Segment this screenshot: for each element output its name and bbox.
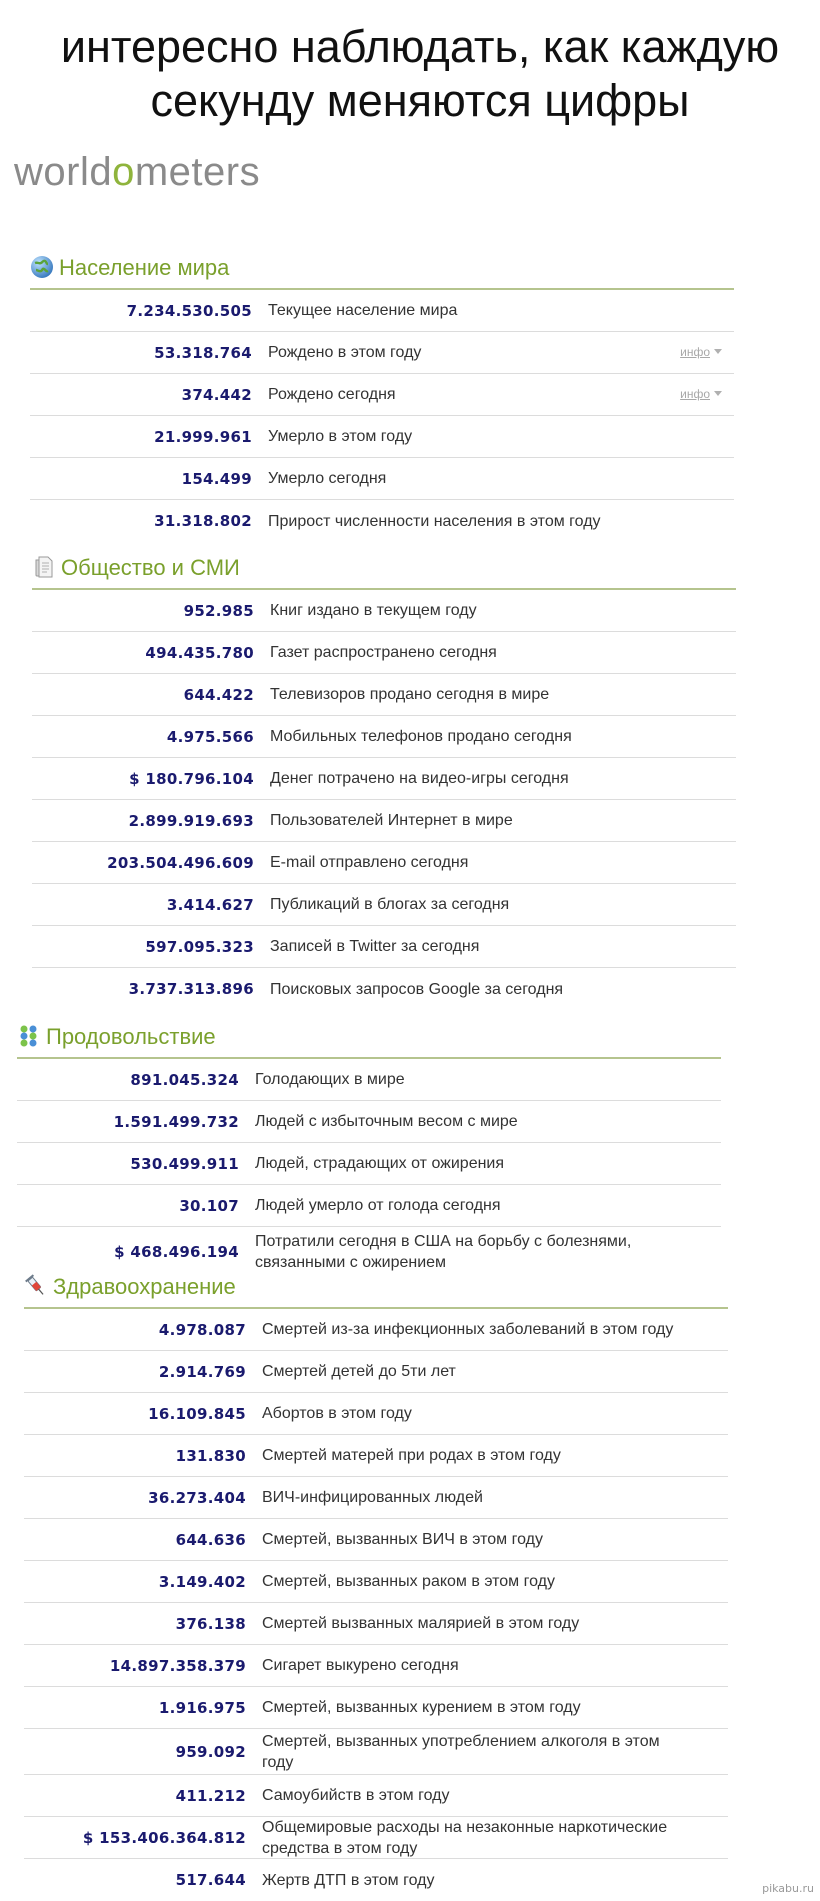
counter-value: 376.138 bbox=[175, 1614, 246, 1633]
food-icon bbox=[17, 1024, 41, 1048]
counter-label: Телевизоров продано сегодня в мире bbox=[270, 686, 550, 703]
counter-label: Смертей вызванных малярией в этом году bbox=[262, 1615, 580, 1632]
newspaper-icon bbox=[32, 555, 56, 579]
counter-value: 2.899.919.693 bbox=[128, 811, 254, 830]
counter-label: Пользователей Интернет в мире bbox=[270, 812, 513, 829]
counter-label: Смертей, вызванных курением в этом году bbox=[262, 1699, 581, 1716]
counter-row bbox=[17, 1143, 721, 1185]
counter-label: Смертей детей до 5ти лет bbox=[262, 1363, 456, 1380]
counter-label: Публикаций в блогах за сегодня bbox=[270, 896, 510, 913]
counter-label: Умерло в этом году bbox=[268, 428, 413, 445]
counter-label: Людей умерло от голода сегодня bbox=[255, 1197, 501, 1214]
counter-value: 131.830 bbox=[175, 1446, 246, 1465]
info-link[interactable] bbox=[680, 345, 722, 359]
counter-label: Умерло сегодня bbox=[268, 470, 387, 487]
counter-row bbox=[24, 1859, 728, 1901]
counter-row bbox=[30, 332, 734, 374]
counter-label: Людей, страдающих от ожирения bbox=[255, 1155, 505, 1172]
section-title: Здравоохранение bbox=[53, 1274, 236, 1299]
section-header bbox=[24, 1265, 728, 1309]
counter-row bbox=[32, 758, 736, 800]
counter-label: Смертей из-за инфекционных заболеваний в этом году bbox=[262, 1321, 674, 1338]
counter-label: Смертей, вызванных ВИЧ в этом году bbox=[262, 1531, 543, 1548]
counter-value: 411.212 bbox=[175, 1786, 246, 1805]
counter-value: 494.435.780 bbox=[145, 643, 254, 662]
counter-row bbox=[30, 458, 734, 500]
counter-row bbox=[30, 290, 734, 332]
counter-value: 597.095.323 bbox=[145, 937, 254, 956]
section-title: Общество и СМИ bbox=[61, 555, 240, 580]
counter-label: Рождено сегодня bbox=[268, 386, 396, 403]
counter-value: 2.914.769 bbox=[158, 1362, 246, 1381]
counter-row bbox=[24, 1561, 728, 1603]
globe-icon bbox=[30, 255, 54, 279]
counter-label: Смертей, вызванных употреблением алкоголя в этом году bbox=[262, 1732, 660, 1771]
counter-row bbox=[24, 1687, 728, 1729]
counter-value: 952.985 bbox=[183, 601, 254, 620]
counter-value: 891.045.324 bbox=[130, 1070, 239, 1089]
logo-part-1: world bbox=[14, 150, 113, 194]
info-link[interactable] bbox=[680, 387, 722, 401]
caption-line-2: секунду меняются цифры bbox=[150, 75, 690, 126]
section-header bbox=[17, 1015, 721, 1059]
counter-row bbox=[24, 1645, 728, 1687]
counter-value: 517.644 bbox=[175, 1871, 246, 1889]
section-title: Население мира bbox=[59, 255, 230, 280]
counter-row bbox=[24, 1351, 728, 1393]
counter-value: 374.442 bbox=[181, 385, 252, 404]
counter-row bbox=[30, 374, 734, 416]
counter-label: Записей в Twitter за сегодня bbox=[270, 938, 480, 955]
counter-row bbox=[32, 800, 736, 842]
counter-label: Мобильных телефонов продано сегодня bbox=[270, 728, 572, 745]
counter-value: 1.916.975 bbox=[158, 1698, 246, 1717]
counter-row bbox=[32, 926, 736, 968]
counter-label: Денег потрачено на видео-игры сегодня bbox=[270, 770, 569, 787]
counter-row bbox=[30, 500, 734, 542]
caption-line-1: интересно наблюдать, как каждую bbox=[60, 21, 780, 72]
counter-row bbox=[17, 1101, 721, 1143]
counter-label: Людей с избыточным весом с мире bbox=[255, 1113, 518, 1130]
counter-value: 154.499 bbox=[181, 469, 252, 488]
info-link-label: инфо bbox=[680, 387, 710, 401]
counter-row bbox=[24, 1309, 728, 1351]
caption bbox=[0, 20, 820, 128]
counter-label: E-mail отправлено сегодня bbox=[270, 854, 469, 871]
logo-part-2: o bbox=[112, 150, 135, 194]
counter-value: 644.636 bbox=[175, 1530, 246, 1549]
counter-value: 530.499.911 bbox=[130, 1154, 239, 1173]
counter-row bbox=[32, 632, 736, 674]
counter-row bbox=[32, 842, 736, 884]
counter-label: Жертв ДТП в этом году bbox=[262, 1871, 435, 1889]
section-header bbox=[32, 546, 736, 590]
counter-row bbox=[17, 1185, 721, 1227]
counter-value: 3.149.402 bbox=[158, 1572, 246, 1591]
counter-value: 16.109.845 bbox=[148, 1404, 246, 1423]
counter-row bbox=[24, 1603, 728, 1645]
counter-label: Самоубийств в этом году bbox=[262, 1787, 450, 1804]
counter-value: 30.107 bbox=[179, 1196, 239, 1215]
watermark: pikabu.ru bbox=[762, 1882, 814, 1895]
counter-value: 3.737.313.896 bbox=[128, 980, 254, 998]
counter-value: 21.999.961 bbox=[154, 427, 252, 446]
counter-value: 3.414.627 bbox=[166, 895, 254, 914]
info-link-label: инфо bbox=[680, 345, 710, 359]
section-globe bbox=[30, 246, 734, 542]
section-newspaper bbox=[32, 546, 736, 1010]
caret-down-icon bbox=[714, 349, 722, 354]
counter-label: ВИЧ-инфицированных людей bbox=[262, 1489, 483, 1506]
counter-value: 31.318.802 bbox=[154, 512, 252, 530]
counter-row bbox=[24, 1729, 728, 1775]
section-title: Продовольствие bbox=[46, 1024, 216, 1049]
counter-value: 36.273.404 bbox=[148, 1488, 246, 1507]
worldometers-logo[interactable] bbox=[14, 148, 260, 196]
counter-label: Абортов в этом году bbox=[262, 1405, 412, 1422]
counter-row bbox=[32, 716, 736, 758]
counter-label: Голодающих в мире bbox=[255, 1071, 405, 1088]
counter-value: 4.975.566 bbox=[166, 727, 254, 746]
counter-value: 644.422 bbox=[183, 685, 254, 704]
counter-value: 7.234.530.505 bbox=[126, 301, 252, 320]
counter-row bbox=[24, 1775, 728, 1817]
counter-row bbox=[17, 1059, 721, 1101]
counter-value: 1.591.499.732 bbox=[113, 1112, 239, 1131]
counter-label: Поисковых запросов Google за сегодня bbox=[270, 980, 564, 998]
logo-part-3: meters bbox=[134, 150, 261, 194]
counter-row bbox=[24, 1817, 728, 1859]
counter-value: 14.897.358.379 bbox=[109, 1656, 246, 1675]
counter-value: $ 153.406.364.812 bbox=[82, 1828, 246, 1847]
counter-row bbox=[32, 674, 736, 716]
counter-label: Общемировые расходы на незаконные наркотические средства в этом году bbox=[262, 1818, 668, 1857]
counter-label: Сигарет выкурено сегодня bbox=[262, 1657, 459, 1674]
syringe-icon bbox=[24, 1274, 48, 1298]
section-header bbox=[30, 246, 734, 290]
counter-label: Потратили сегодня в США на борьбу с болезнями, связанными с ожирением bbox=[255, 1233, 632, 1271]
counter-row bbox=[32, 590, 736, 632]
counter-value: 959.092 bbox=[175, 1742, 246, 1761]
counter-row bbox=[24, 1477, 728, 1519]
section-syringe bbox=[24, 1265, 728, 1901]
counter-row bbox=[30, 416, 734, 458]
caret-down-icon bbox=[714, 391, 722, 396]
counter-row bbox=[24, 1435, 728, 1477]
counter-label: Текущее население мира bbox=[268, 302, 458, 319]
counter-value: 203.504.496.609 bbox=[107, 853, 254, 872]
counter-row bbox=[24, 1519, 728, 1561]
counter-row bbox=[24, 1393, 728, 1435]
counter-label: Рождено в этом году bbox=[268, 344, 422, 361]
counter-row bbox=[32, 884, 736, 926]
counter-value: $ 180.796.104 bbox=[129, 769, 254, 788]
counter-row bbox=[32, 968, 736, 1010]
counter-label: Газет распространено сегодня bbox=[270, 644, 497, 661]
counter-value: $ 468.496.194 bbox=[114, 1243, 239, 1261]
counter-label: Смертей, вызванных раком в этом году bbox=[262, 1573, 555, 1590]
counter-value: 53.318.764 bbox=[154, 343, 252, 362]
counter-label: Прирост численности населения в этом году bbox=[268, 512, 601, 530]
counter-value: 4.978.087 bbox=[158, 1320, 246, 1339]
section-food bbox=[17, 1015, 721, 1277]
counter-label: Смертей матерей при родах в этом году bbox=[262, 1447, 561, 1464]
counter-label: Книг издано в текущем году bbox=[270, 602, 477, 619]
